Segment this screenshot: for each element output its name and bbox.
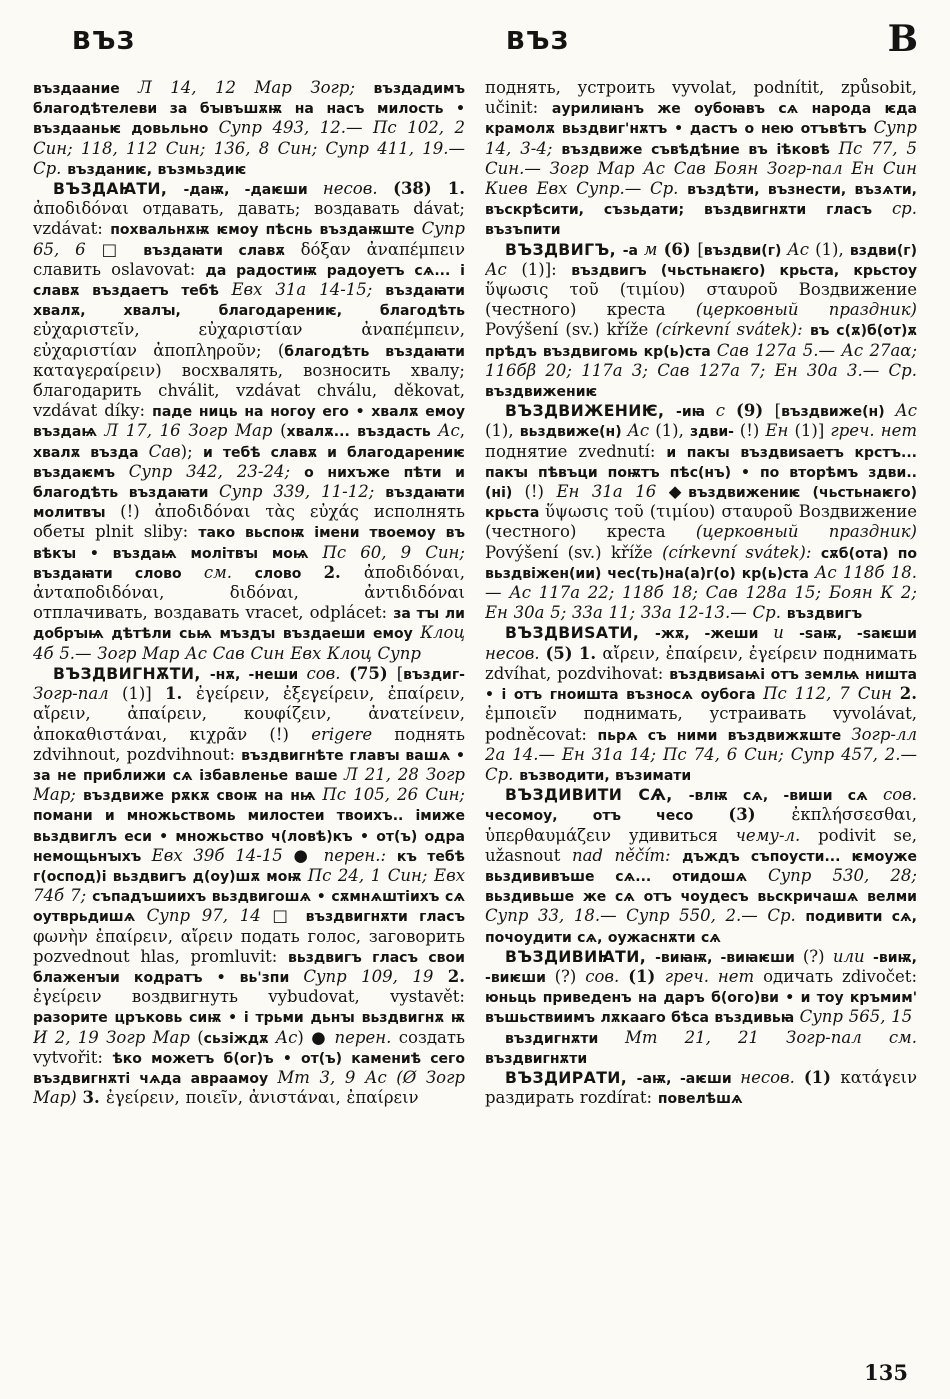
text-run-cs: въздадимъ благодѣтелеви за бꙑвъшѫѭ на насъ милость • въздааньѥ довьльно bbox=[33, 81, 465, 138]
text-run-cs: тако вьспоѭ імени твоемоу въ вѣкꙑ • въздаѩ молітвꙑ моѩ bbox=[33, 525, 465, 562]
text-run-cs: -жѫ, -жеши bbox=[655, 626, 774, 643]
page-number: 135 bbox=[864, 1360, 908, 1385]
text-run-it: Клоц 4б 5.— Зогр Мар Ас Сав Син Евх Клоц Супр bbox=[33, 623, 465, 663]
text-run-cs: въздвиѕаѩі отъ землѩ ништа • і отъ гноишта възносѧ оубога bbox=[485, 666, 917, 704]
guide-letter-right: В bbox=[887, 18, 918, 60]
text-run-n: podivit se, užasnout bbox=[485, 825, 917, 865]
text-run-n: ); bbox=[180, 441, 204, 461]
dictionary-paragraph bbox=[33, 179, 465, 664]
text-run-n: (1)] bbox=[794, 421, 831, 441]
text-run-it: сов. bbox=[585, 966, 629, 986]
text-run-cs: въздигнѫти bbox=[505, 1030, 625, 1047]
text-run-cs: помани и множьствомь милостеи твоихъ.. імиже вьздвиглъ еси • множьство ч(ловѣ)къ • от(ъ) одра немощьнꙑхъ bbox=[33, 808, 465, 865]
text-run-b: 3. bbox=[82, 1088, 106, 1108]
text-run-it: ср. bbox=[891, 199, 917, 219]
text-run-n: ) ● bbox=[297, 1027, 335, 1047]
text-run-n: (1), bbox=[655, 421, 691, 441]
dictionary-paragraph bbox=[33, 78, 465, 179]
text-run-cs: къ тебѣ г(оспод)і вьздвигъ д(оу)шѫ моѭ bbox=[33, 848, 465, 885]
text-run-it: (církevní svátek): bbox=[655, 320, 810, 340]
text-run-n: (1)] bbox=[121, 684, 166, 704]
text-run-n: εὐχαριστεῖν, εὐχαριστίαν ἀναπέμπειν, εὐχαριστίαν ἀποπληροῦν; ( bbox=[33, 320, 465, 360]
text-run-it: несов. bbox=[322, 179, 394, 199]
text-run-n: ἐγείρειν, ποιεῖν, ἀνιστάναι, ἐπαίρειν bbox=[105, 1088, 419, 1108]
text-run-it: Супр 65, 6 bbox=[33, 219, 465, 259]
text-run-cs: -аѭ, -аѥши bbox=[636, 1070, 741, 1087]
text-run-it: Л 17, 16 Зогр Мар bbox=[104, 421, 281, 441]
text-run-b: (1) bbox=[628, 966, 665, 986]
text-run-cs: -виꙗѭ, -виꙗѥши bbox=[655, 949, 803, 966]
text-run-it: см. bbox=[203, 562, 255, 582]
text-run-cs: въздвигнѫти bbox=[485, 1050, 588, 1067]
text-run-n: φωνὴν ἐπαίρειν, αἴρειν подать голос, заговорить pozvednout hlas, promluvit: bbox=[33, 926, 465, 966]
text-run-it: Евх 39б 14-15 bbox=[151, 845, 294, 865]
text-run-cs: съпадъшиихъ вьздвигошѧ • сѫмнѧштіихъ сѧ оутврьдишѧ bbox=[33, 889, 465, 926]
text-run-cs: -нѫ, -неши bbox=[209, 666, 307, 683]
text-run-cs: аурилиꙗнъ же оубоꙗвъ сѧ народа ѥда крамолѫ вьздвиг'нѫтъ • дастъ о нею отъвѣтъ bbox=[485, 101, 917, 138]
text-run-cs: -виѭ, -виѥши bbox=[485, 949, 917, 986]
dictionary-paragraph bbox=[485, 785, 917, 947]
text-run-it: несов. bbox=[740, 1067, 804, 1087]
text-run-cs: -а bbox=[622, 242, 644, 259]
text-run-it: сов. bbox=[306, 663, 350, 683]
text-run-n: ( bbox=[197, 1027, 204, 1047]
text-run-cs: хвалѫ... въздасть bbox=[286, 424, 438, 441]
text-run-b: 2. bbox=[899, 684, 917, 704]
text-run-it: Пс 24, 1 Син; Евх 74б 7; bbox=[33, 865, 465, 906]
text-run-cs: за тꙑ ли добрꙑѩ дѣтѣли сьѩ мъздꙑ въздаеши емоу bbox=[33, 606, 465, 643]
text-run-n: создать vytvořit: bbox=[33, 1027, 465, 1067]
text-run-it: Зогр-пал bbox=[33, 684, 122, 704]
text-run-it: Ас bbox=[627, 421, 656, 441]
text-run-b: (5) 1. bbox=[545, 643, 603, 663]
text-run-cs: въздаание bbox=[33, 81, 138, 97]
text-run-n: □ bbox=[272, 906, 306, 926]
text-run-n: ◆ bbox=[668, 482, 689, 502]
text-run-cs: паде ниць на ногоу его • хвалѫ емоу въздаѩ bbox=[33, 404, 465, 441]
text-run-it: греч. нет bbox=[664, 966, 764, 986]
text-run-b: (3) bbox=[728, 805, 792, 825]
text-run-it: Мт 21, 21 Зогр-пал см. bbox=[625, 1027, 917, 1047]
text-run-it: Супр 109, 19 bbox=[303, 966, 448, 986]
text-run-it: Л 21, 28 Зогр Мар; bbox=[33, 764, 465, 805]
text-run-h: ВЪЗДВИЅАТИ, bbox=[505, 623, 656, 643]
text-run-n: ( bbox=[280, 421, 287, 441]
dictionary-paragraph bbox=[485, 401, 917, 623]
text-run-it: Пс 112, 7 Син bbox=[763, 684, 900, 704]
text-run-n: (!) bbox=[524, 482, 557, 502]
text-run-cs: дъждъ съпоусти... ѥмоуже вьздививъше сѧ... отидошѧ bbox=[485, 848, 917, 885]
text-run-n: (!) ἀποδιδόναι τὰς εὐχάς исполнять обеты plnit sliby: bbox=[33, 502, 465, 542]
text-run-cs: въздиг- bbox=[403, 666, 465, 683]
text-run-it: Сав bbox=[148, 441, 181, 461]
text-run-n: □ bbox=[101, 239, 144, 259]
dictionary-paragraph bbox=[485, 623, 917, 785]
text-run-b: (6) bbox=[663, 239, 698, 259]
text-run-cs: въздвигнѫти гласъ bbox=[305, 909, 465, 926]
text-run-cs: въздвижениѥ bbox=[485, 384, 598, 401]
text-run-cs: сѫб(ота) по вьздвіжен(ии) чес(ть)на(а)г(о) кр(ь)ста bbox=[485, 545, 917, 582]
text-run-it: Пс 60, 9 Син; bbox=[322, 542, 465, 562]
text-run-b: (1) bbox=[803, 1067, 841, 1087]
text-run-it: Супр 97, 14 bbox=[146, 906, 273, 926]
text-run-it: несов. bbox=[485, 643, 546, 663]
text-run-cs: въздвиже рѫкѫ своѭ на нѩ bbox=[83, 788, 323, 805]
text-run-it: м bbox=[643, 239, 664, 259]
text-run-cs: -даѭ, -даѥши bbox=[183, 182, 323, 199]
right-column bbox=[485, 78, 917, 1370]
text-run-cs: хвалѫ възда bbox=[33, 444, 149, 461]
text-run-cs: въздви(г) bbox=[703, 242, 788, 259]
text-run-b: 1. bbox=[165, 684, 197, 704]
text-run-it: (церковный праздник) bbox=[695, 300, 917, 320]
text-run-cs: вьздвигъ гласъ свои блаженꙑи кодратъ • вь'зпи bbox=[33, 949, 465, 986]
text-run-n: δόξαν ἀναπέμπειν славить oslavovat: bbox=[33, 239, 465, 279]
text-run-cs: въздаꙗти хвалѫ, хвалꙑ, благодарениѥ, благодѣть bbox=[33, 283, 465, 320]
text-run-n: одичать zdivočet: bbox=[763, 966, 917, 986]
text-run-cs: подивити сѧ, почоудити сѧ, оужаснѫти сѧ bbox=[485, 909, 917, 946]
text-run-it: erigere bbox=[311, 724, 395, 744]
text-run-cs: възданиѥ, възмьздиѥ bbox=[67, 161, 247, 178]
text-run-cs: сьзіждѫ bbox=[203, 1030, 276, 1047]
text-run-it: чему-л. bbox=[735, 825, 819, 845]
running-head bbox=[0, 18, 950, 66]
text-run-n: поднять zdvihnout, pozdvihnout: bbox=[33, 724, 465, 764]
text-run-n: , bbox=[459, 421, 465, 441]
dictionary-paragraph bbox=[485, 78, 917, 240]
text-run-n: ὕψωσις τοῦ (τιμίου) σταυροῦ Воздвижение (честного) креста bbox=[485, 502, 917, 542]
text-run-n: [ bbox=[774, 401, 782, 421]
text-run-cs: въздѣти, възнести, възѧти, въскрѣсити, съзьдати; въздвигнѫти гласъ bbox=[485, 182, 917, 219]
text-run-it: Супр 14, 3-4; bbox=[485, 118, 917, 158]
text-run-it: И 2, 19 Зогр Мар bbox=[33, 1027, 198, 1047]
text-run-it: Ас bbox=[275, 1027, 298, 1047]
text-run-cs: -влѭ сѧ, -виши сѧ bbox=[688, 788, 883, 805]
text-run-it: или bbox=[832, 946, 874, 966]
text-run-it: греч. нет bbox=[830, 421, 917, 441]
text-run-cs: въздвигъ (чьстьнаѥго) крьста, крьстоу bbox=[571, 262, 917, 279]
text-run-h: ВЪЗДВИГНѪТИ, bbox=[53, 663, 210, 683]
text-run-n: ἐκπλήσσεσθαι, ὑπερθαυμάζειν удивиться bbox=[485, 805, 917, 845]
text-run-it: Л 14, 12 Мар Зогр; bbox=[137, 78, 374, 97]
text-run-it: перен. bbox=[334, 1027, 399, 1047]
text-run-n: ἀποδιδόναι отдавать, давать; воздавать dávat; vzdávat: bbox=[33, 199, 465, 239]
text-run-it: Ас bbox=[438, 421, 460, 441]
text-run-cs: въздаꙗти славѫ bbox=[143, 242, 301, 259]
text-run-cs: да радостиѭ радоуетъ сѧ... і славѫ въздаетъ тебѣ bbox=[33, 262, 465, 300]
text-run-it: Евх 31а 14-15; bbox=[231, 280, 386, 300]
text-run-cs: въздвигнѣте главꙑ вашѧ • за не приближи сѧ ізбавленье ваше bbox=[33, 747, 465, 784]
text-run-cs: възводити, възимати bbox=[519, 767, 692, 784]
text-run-n: (!) bbox=[739, 421, 766, 441]
dictionary-paragraph bbox=[485, 1028, 917, 1068]
text-run-n: поднятие zvednutí: bbox=[485, 441, 667, 461]
text-run-cs: похвальнѫѭ ѥмоу пѣснь въздаѭште bbox=[110, 222, 422, 239]
text-run-it: Ен bbox=[765, 421, 795, 441]
text-run-it: Пс 77, 5 Син.— Зогр Мар Ас Сав Боян Зогр-пал Ен Син Киев Евх Супр.— Ср. bbox=[485, 138, 917, 199]
text-run-n: [ bbox=[396, 663, 404, 683]
text-run-h: ВЪЗДВИЖЕНИѤ, bbox=[505, 401, 677, 421]
text-run-n: (1)]: bbox=[521, 259, 572, 279]
text-run-it: Пс 105, 26 Син; bbox=[322, 785, 465, 805]
text-run-it: Супр 493, 12.— Пс 102, 2 Син; 118, 112 Син; 136, 8 Син; Супр 411, 19.— Ср. bbox=[33, 118, 465, 178]
text-run-it: Супр 339, 11-12; bbox=[219, 482, 386, 502]
text-run-b: (9) bbox=[736, 401, 775, 421]
text-run-it: Супр 33, 18.— Супр 550, 2.— Ср. bbox=[485, 906, 806, 926]
text-run-n: κατάγειν раздирать rozdírat: bbox=[485, 1067, 917, 1108]
dictionary-paragraph bbox=[485, 240, 917, 402]
dictionary-paragraph bbox=[485, 1068, 917, 1108]
text-run-cs: въздвиже(н) bbox=[781, 404, 896, 421]
text-run-n: поднять, устроить vyvolat, podnítit, způsobit, učinit: bbox=[485, 78, 917, 118]
text-run-cs: слово bbox=[254, 565, 324, 582]
text-run-it: (церковный праздник) bbox=[695, 522, 917, 542]
text-run-it: Супр 530, 28; bbox=[767, 865, 917, 885]
text-run-h: ВЪЗДВИГЪ, bbox=[505, 239, 623, 259]
text-run-cs: о нихъже пѣти и благодѣть въздаꙗти bbox=[33, 464, 465, 502]
text-run-it: Супр 565, 15 bbox=[799, 1007, 913, 1027]
text-run-n: ἀποδιδόναι, ἀνταποδιδόναι, διδόναι, ἀντιδιδόναι отплачивать, воздавать vracet, odplácet: bbox=[33, 562, 465, 623]
text-run-it: Ен 31а 16 bbox=[556, 482, 669, 502]
text-run-cs: здви- bbox=[690, 424, 740, 441]
text-run-h: ВЪЗДИВИꙖТИ, bbox=[505, 946, 656, 966]
text-run-n: καταγεραίρειν) восхвалять, возносить хвалу; благодарить chválit, vzdávat chválu, děkovat, vzdávat díky: bbox=[33, 360, 465, 421]
text-run-cs: въздвигъ bbox=[786, 606, 863, 623]
text-run-it: с bbox=[715, 401, 737, 421]
dictionary-paragraph bbox=[485, 947, 917, 1028]
text-run-n: ὕψωσις τοῦ (τιμίου) σταυροῦ Воздвижение (честного) креста bbox=[485, 280, 917, 320]
text-run-it: перен.: bbox=[323, 845, 397, 865]
text-run-cs: -иꙗ bbox=[676, 404, 716, 421]
text-run-it: Ас 118б 18.— Ас 117а 22; 118б 18; Сав 128а 15; Боян К 2; Ен 30а 5; 33а 11; 33а 12-13.— Ср. bbox=[485, 562, 917, 623]
text-run-cs: възъпити bbox=[485, 222, 561, 239]
text-run-b: 2. bbox=[323, 562, 364, 582]
guide-word-left: ВЪЗ bbox=[72, 26, 136, 55]
text-run-cs: юньць приведенъ на даръ б(ого)ви • и тоу кръмим' въшьствиимъ лѫкааго бѣса въздивьꙗ bbox=[485, 990, 917, 1027]
text-run-it: (církevní svátek): bbox=[662, 542, 821, 562]
text-run-it: nad něčím: bbox=[571, 845, 683, 865]
text-run-it: Сав 127а 5.— Ас 27аα; 116бβ 20; 117а 3; Сав 127а 7; Ен 30а 3.— Ср. bbox=[485, 340, 917, 380]
text-run-it: Ас bbox=[787, 239, 816, 259]
text-run-n: ἐγείρειν воздвигнуть vybudovat, vystavět: bbox=[33, 987, 465, 1007]
text-run-cs: и тебѣ славѫ и благодарениѥ въздаѥмъ bbox=[33, 444, 465, 481]
text-run-b: (38) 1. bbox=[393, 179, 465, 199]
text-run-cs: разорите цръковь сиѭ • і трьми дьнꙑ вьздвигнѫ ѭ bbox=[33, 1010, 465, 1027]
text-run-cs: въ с(ѫ)б(от)ѫ прѣдъ въздвигомь кр(ь)ста bbox=[485, 323, 917, 360]
text-run-it: Мт 3, 9 Ас (Ø Зогр Мар) bbox=[33, 1067, 465, 1108]
text-run-n: ἐμποιεῖν поднимать, устраивать vyvolávat, podněcovat: bbox=[485, 704, 917, 744]
text-run-n: αἴρειν, ἐπαίρειν, ἐγείρειν поднимать zdvíhat, pozdvihovat: bbox=[485, 643, 917, 683]
text-run-cs: вздви(г) bbox=[849, 242, 917, 259]
text-run-n: ἐγείρειν, ἐξεγείρειν, ἐπαίρειν, αἴρειν, ἀπαίρειν, κουφίζειν, ἀνατείνειν, ἀποκαθιστάναι, κιχρᾶν (!) bbox=[33, 684, 465, 744]
text-run-n: (1), bbox=[485, 421, 520, 441]
left-column bbox=[33, 78, 465, 1370]
text-run-cs: въздаꙗти слово bbox=[33, 565, 204, 582]
text-run-cs: повелѣшѧ bbox=[657, 1091, 743, 1108]
text-run-it: сов. bbox=[882, 785, 917, 805]
text-run-cs: пьрѧ съ ними въздвижѫште bbox=[597, 727, 852, 744]
text-run-it: Ас bbox=[895, 401, 917, 421]
text-run-cs: чесомоу, отъ чесо bbox=[485, 808, 729, 825]
text-run-it: Ас bbox=[485, 259, 522, 279]
text-run-n: ● bbox=[293, 845, 324, 865]
text-run-b: 2. bbox=[447, 966, 465, 986]
text-run-n: (1), bbox=[815, 239, 850, 259]
text-run-h: ВЪЗДАꙖТИ, bbox=[53, 179, 184, 199]
text-run-n: [ bbox=[697, 239, 704, 259]
text-run-h: ВЪЗДИВИТИ СѦ, bbox=[505, 785, 689, 805]
text-run-cs: благодѣть въздаꙗти bbox=[284, 343, 465, 360]
text-run-cs: и пакꙑ въздвиѕаетъ крстъ... пакꙑ пѣвъци поѭтъ пѣс(нъ) • по вторѣмъ здви.. (ні) bbox=[485, 444, 917, 502]
text-run-n: (?) bbox=[802, 946, 833, 966]
text-run-n: Povýšení (sv.) kříže bbox=[485, 542, 663, 562]
guide-word-center: ВЪЗ bbox=[506, 26, 570, 55]
text-columns bbox=[33, 78, 917, 1370]
text-run-it: Супр 342, 23-24; bbox=[128, 461, 305, 481]
text-run-cs: -ѕаѭ, -ѕаѥши bbox=[799, 626, 917, 643]
text-run-cs: въздвиже съвѣдѣние въ іѣковѣ bbox=[561, 141, 839, 158]
text-run-cs: ѣко можетъ б(ог)ъ • от(ъ) камениѣ сего въздвигнѫті чѧда авраамоу bbox=[33, 1050, 465, 1087]
text-run-cs: въздвижениѥ (чьстьнаѥго) крьста bbox=[485, 485, 917, 522]
text-run-cs: въздаꙗти молитвꙑ bbox=[33, 485, 465, 522]
dictionary-paragraph bbox=[33, 664, 465, 1108]
text-run-h: ВЪЗДИРАТИ, bbox=[505, 1067, 637, 1087]
text-run-it: и bbox=[773, 623, 800, 643]
text-run-cs: вьздвиже(н) bbox=[519, 424, 628, 441]
text-run-n: Povýšení (sv.) kříže bbox=[485, 320, 656, 340]
text-run-n: (?) bbox=[554, 966, 586, 986]
text-run-b: (75) bbox=[349, 663, 397, 683]
text-run-it: Зогр-лл 2а 14.— Ен 31а 14; Пс 74, 6 Син; Супр 457, 2.— Ср. bbox=[485, 724, 917, 784]
text-run-cs: вьздивьше же сѧ отъ чоудесъ вьскричашѧ велми bbox=[485, 889, 917, 906]
